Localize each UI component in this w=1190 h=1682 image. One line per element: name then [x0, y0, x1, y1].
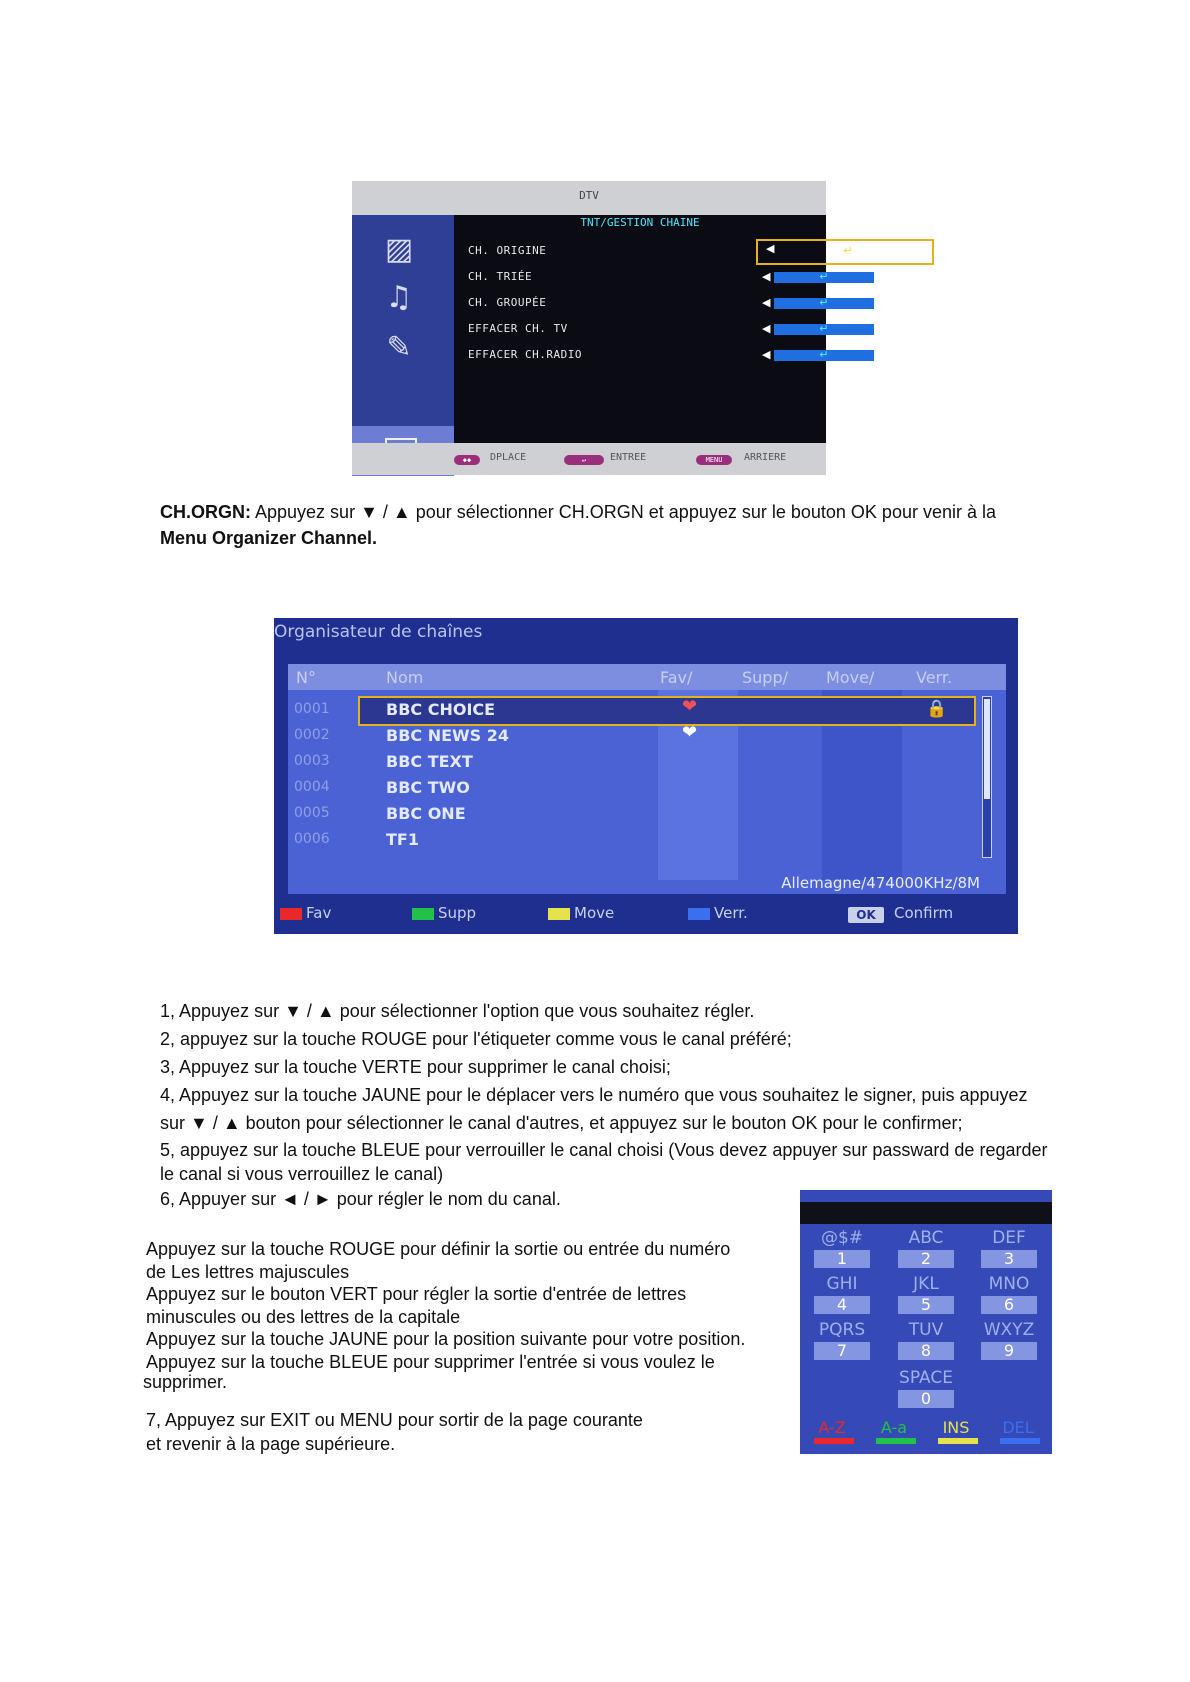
- dtv-menu-item-control[interactable]: [760, 347, 889, 363]
- key-3[interactable]: 3: [981, 1250, 1037, 1268]
- key-letters-label: JKL: [913, 1274, 939, 1294]
- note-line: Appuyez sur la touche BLEUE pour supprimer l'entrée si vous voulez le: [146, 1351, 715, 1372]
- note-line: supprimer.: [143, 1372, 228, 1392]
- channel-organizer-screenshot: [274, 618, 1018, 934]
- footer-fav: Fav: [306, 904, 332, 922]
- key-0[interactable]: 0: [898, 1390, 954, 1408]
- key-4[interactable]: 4: [814, 1296, 870, 1314]
- footer-move: Move: [574, 904, 615, 922]
- note-line: minuscules ou des lettres de la capitale: [146, 1306, 461, 1327]
- chorgn-term: CH.ORGN:: [160, 502, 251, 522]
- red-key-icon: [280, 908, 302, 920]
- step7-line: 7, Appuyez sur EXIT ou MENU pour sortir de la page courante: [146, 1410, 643, 1430]
- col-fav: Fav/: [660, 668, 693, 687]
- dtv-menu-item-control[interactable]: [760, 321, 889, 337]
- channel-number: 0001: [294, 701, 330, 717]
- function-key-color-bar: [1000, 1438, 1040, 1444]
- enter-icon: ↵: [774, 272, 874, 283]
- key-letters-label: GHI: [826, 1274, 858, 1294]
- left-arrow-icon[interactable]: ◀: [762, 323, 771, 335]
- left-arrow-icon[interactable]: ◀: [762, 349, 771, 361]
- left-arrow-icon[interactable]: ◀: [766, 243, 775, 255]
- step7-line: et revenir à la page supérieure.: [146, 1434, 396, 1454]
- left-arrow-icon[interactable]: ◀: [762, 271, 771, 283]
- enter-hint-icon: ↵: [564, 455, 604, 465]
- green-key-icon: [412, 908, 434, 920]
- note-line: Appuyez sur le bouton VERT pour régler la sortie d'entrée de lettres: [146, 1284, 687, 1304]
- note-line: de Les lettres majuscules: [146, 1261, 350, 1282]
- chorgn-menu-name: Menu Organizer Channel.: [160, 528, 378, 548]
- function-key-label[interactable]: A-a: [880, 1418, 908, 1437]
- dtv-menu-item-label: EFFACER CH. TV: [468, 322, 568, 335]
- function-key-label[interactable]: INS: [942, 1418, 970, 1437]
- organizer-title: Organisateur de chaînes: [274, 622, 483, 642]
- picture-icon[interactable]: ▨: [384, 232, 414, 267]
- col-number: N°: [296, 668, 316, 687]
- favorite-heart-icon: ❤: [682, 696, 698, 717]
- enter-icon: ↵: [843, 245, 853, 257]
- step-line: sur ▼ / ▲ bouton pour sélectionner le canal d'autres, et appuyez sur le bouton OK pour le confirmer;: [160, 1113, 963, 1133]
- channel-name[interactable]: BBC CHOICE: [386, 700, 496, 719]
- channel-number: 0002: [294, 727, 330, 743]
- dtv-menu-item-label: EFFACER CH.RADIO: [468, 348, 582, 361]
- channel-name[interactable]: BBC ONE: [386, 804, 466, 823]
- channel-number: 0004: [294, 779, 330, 795]
- dtv-menu-item[interactable]: [468, 345, 889, 365]
- enter-icon: ↵: [774, 350, 874, 361]
- right-arrow-icon[interactable]: ▶: [880, 297, 889, 309]
- right-arrow-icon[interactable]: ▶: [880, 323, 889, 335]
- steps-list: [160, 997, 1120, 1213]
- key-1[interactable]: 1: [814, 1250, 870, 1268]
- right-arrow-icon[interactable]: ▶: [880, 271, 889, 283]
- scrollbar[interactable]: [982, 696, 992, 858]
- space-label: SPACE: [899, 1368, 953, 1388]
- col-name: Nom: [386, 668, 424, 687]
- hint-entree: ENTREE: [610, 452, 647, 463]
- step-line: le canal si vous verrouillez le canal): [160, 1164, 444, 1184]
- menu-hint-icon: MENU: [696, 455, 732, 465]
- dtv-menu-item-label: CH. GROUPÉE: [468, 296, 547, 309]
- ok-key-icon: OK: [848, 907, 884, 923]
- key-letters-label: MNO: [988, 1274, 1030, 1294]
- dtv-menu-item[interactable]: [468, 241, 895, 261]
- left-arrow-icon[interactable]: ◀: [762, 297, 771, 309]
- function-key-label[interactable]: DEL: [1002, 1418, 1034, 1437]
- step-line: 6, Appuyer sur ◄ / ► pour régler le nom du canal.: [160, 1189, 561, 1209]
- note-line: Appuyez sur la touche JAUNE pour la position suivante pour votre position.: [146, 1329, 746, 1349]
- dtv-menu-item[interactable]: [468, 293, 889, 313]
- key-letters-label: TUV: [908, 1320, 944, 1340]
- dtv-menu-item-label: CH. ORIGINE: [468, 244, 547, 257]
- step-7: [146, 1408, 786, 1456]
- dtv-menu-item[interactable]: [468, 267, 889, 287]
- key-2[interactable]: 2: [898, 1250, 954, 1268]
- right-arrow-icon[interactable]: ▶: [880, 349, 889, 361]
- col-supp: Supp/: [742, 668, 788, 687]
- dtv-sidebar: [352, 215, 454, 443]
- footer-supp: Supp: [438, 904, 477, 922]
- right-arrow-icon[interactable]: ▶: [886, 243, 895, 255]
- dtv-menu-item-control[interactable]: [760, 269, 889, 285]
- step-line: 4, Appuyez sur la touche JAUNE pour le déplacer vers le numéro que vous souhaitez le signer, puis appuyez: [160, 1085, 1028, 1105]
- dtv-hint-bar: [352, 443, 826, 475]
- lock-icon: 🔒: [926, 699, 948, 719]
- key-9[interactable]: 9: [981, 1342, 1037, 1360]
- key-letters-label: WXYZ: [983, 1320, 1035, 1340]
- key-letters-label: PQRS: [818, 1320, 866, 1340]
- function-key-label[interactable]: A-Z: [818, 1418, 846, 1437]
- dtv-menu-item-control[interactable]: [756, 239, 934, 265]
- keypad-screenshot: [800, 1190, 1052, 1454]
- enter-icon: ↵: [774, 298, 874, 309]
- keypad-input-field[interactable]: [800, 1202, 1052, 1224]
- channel-name[interactable]: BBC TEXT: [386, 752, 473, 771]
- step-line: 1, Appuyez sur ▼ / ▲ pour sélectionner l'option que vous souhaitez régler.: [160, 1001, 755, 1021]
- dtv-menu-item-label: CH. TRIÉE: [468, 270, 533, 283]
- dtv-menu-item-control[interactable]: [760, 295, 889, 311]
- key-7[interactable]: 7: [814, 1342, 870, 1360]
- key-8[interactable]: 8: [898, 1342, 954, 1360]
- dtv-title: DTV: [352, 181, 826, 215]
- blue-key-icon: [688, 908, 710, 920]
- channel-name[interactable]: TF1: [386, 830, 419, 849]
- enter-icon: ↵: [774, 324, 874, 335]
- dtv-menu-item[interactable]: [468, 319, 889, 339]
- key-6[interactable]: 6: [981, 1296, 1037, 1314]
- footer-confirm: Confirm: [894, 904, 954, 922]
- hint-arriere: ARRIERE: [744, 452, 787, 463]
- channel-name[interactable]: BBC NEWS 24: [386, 726, 510, 745]
- step-line: 3, Appuyez sur la touche VERTE pour supprimer le canal choisi;: [160, 1057, 671, 1077]
- satellite-icon[interactable]: ✎: [386, 330, 412, 365]
- key-letters-label: @$#: [820, 1228, 864, 1248]
- favorite-heart-icon: ❤: [682, 722, 698, 743]
- dtv-menu-screenshot: [352, 181, 895, 475]
- col-verr: Verr.: [916, 668, 953, 687]
- step-line: 5, appuyez sur la touche BLEUE pour verrouiller le canal choisi (Vous devez appuyer sur passward de regarder: [160, 1140, 1048, 1160]
- chorgn-text: Appuyez sur ▼ / ▲ pour sélectionner CH.ORGN et appuyez sur le bouton OK pour venir à la: [251, 502, 996, 522]
- dtv-heading: TNT/GESTION CHAINE: [580, 216, 700, 229]
- colour-key-notes: [143, 1238, 786, 1392]
- function-key-color-bar: [938, 1438, 978, 1444]
- key-letters-label: DEF: [992, 1228, 1026, 1248]
- music-icon[interactable]: ♫: [385, 280, 413, 315]
- move-hint-icon: ◆◆: [454, 455, 480, 465]
- key-letters-label: ABC: [908, 1228, 944, 1248]
- function-key-color-bar: [814, 1438, 854, 1444]
- note-line: Appuyez sur la touche ROUGE pour définir la sortie ou entrée du numéro: [146, 1239, 731, 1259]
- channel-number: 0006: [294, 831, 330, 847]
- col-move: Move/: [826, 668, 875, 687]
- function-key-color-bar: [876, 1438, 916, 1444]
- frequency-info: Allemagne/474000KHz/8M: [781, 874, 980, 892]
- step-line: 2, appuyez sur la touche ROUGE pour l'étiqueter comme vous le canal préféré;: [160, 1029, 792, 1049]
- hint-dplace: DPLACE: [490, 452, 527, 463]
- footer-verr: Verr.: [714, 904, 748, 922]
- channel-number: 0005: [294, 805, 330, 821]
- chorgn-description: [160, 499, 1100, 551]
- channel-name[interactable]: BBC TWO: [386, 778, 470, 797]
- channel-number: 0003: [294, 753, 330, 769]
- yellow-key-icon: [548, 908, 570, 920]
- key-5[interactable]: 5: [898, 1296, 954, 1314]
